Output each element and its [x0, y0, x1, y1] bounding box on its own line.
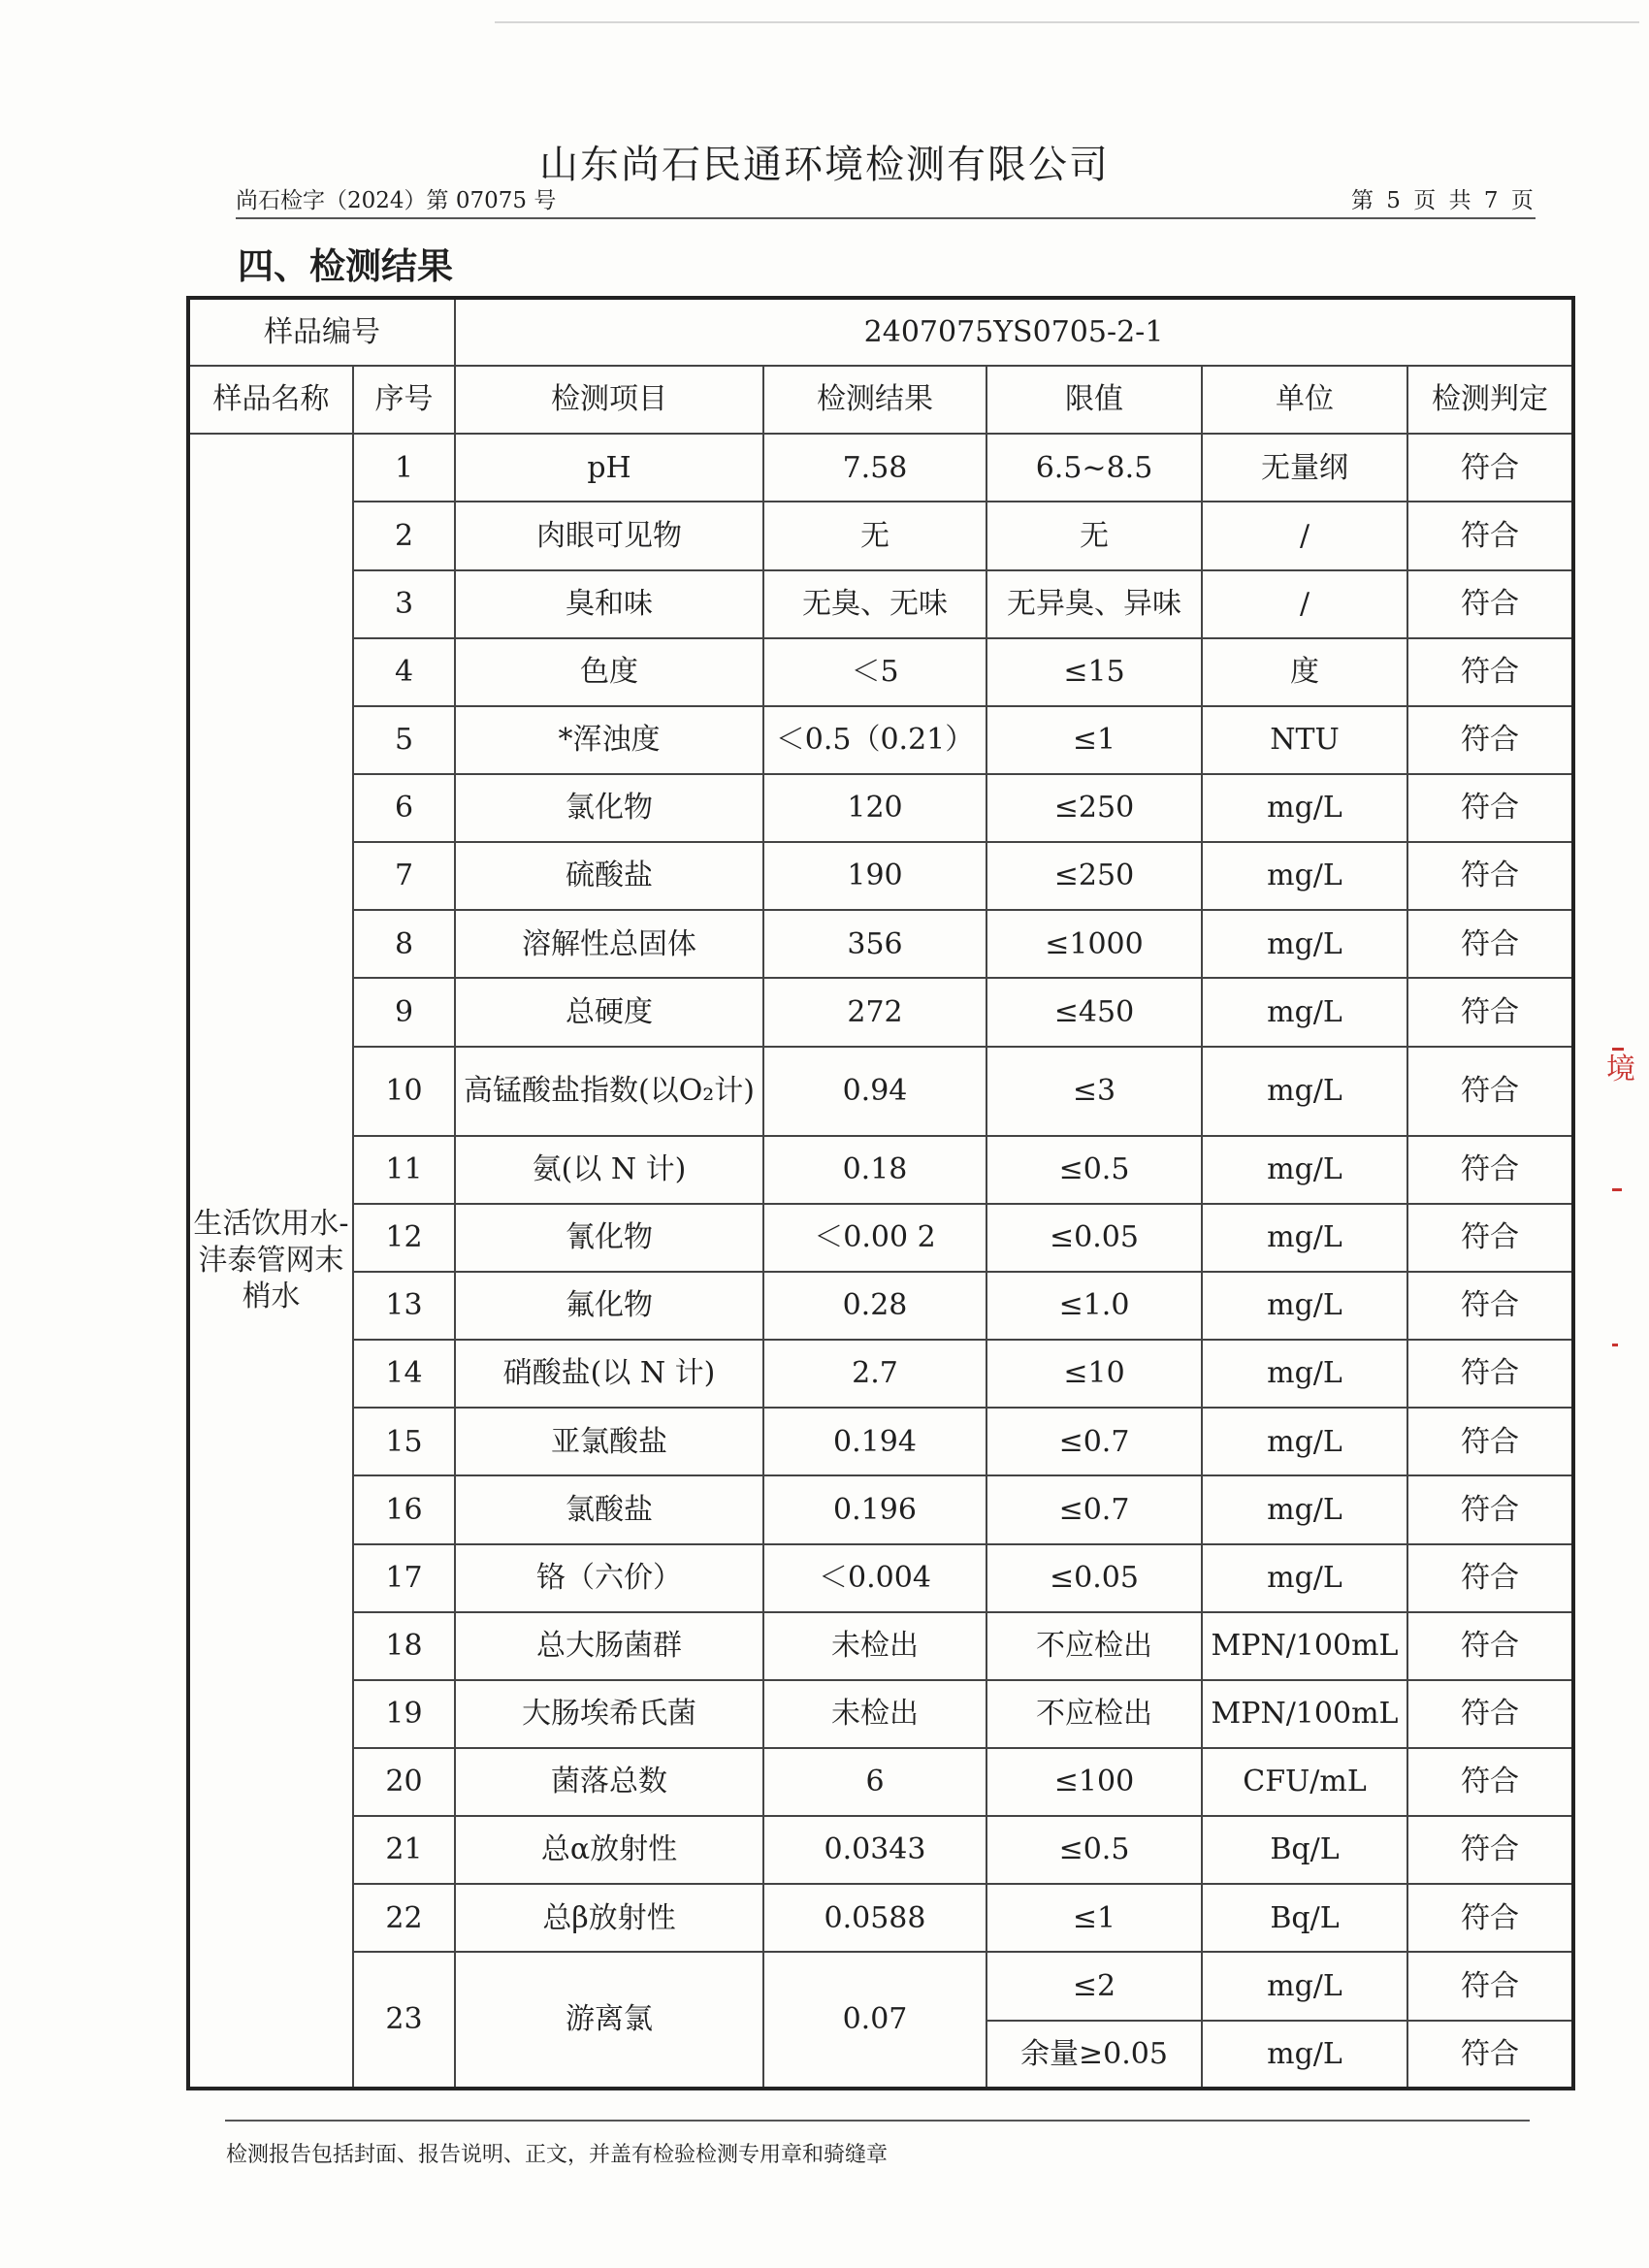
- header-result: 检测结果: [763, 366, 986, 434]
- row-result: 未检出: [763, 1680, 986, 1748]
- table-row: [188, 1680, 1573, 1748]
- row-judgement: 符合: [1407, 1475, 1573, 1543]
- row-limit: ≤1.0: [986, 1272, 1202, 1340]
- row-unit: mg/L: [1202, 842, 1407, 910]
- row-unit: 无量纲: [1202, 434, 1407, 502]
- row-result: 0.0343: [763, 1816, 986, 1884]
- table-row: [188, 1204, 1573, 1272]
- row-result: ＜0.5（0.21）: [763, 706, 986, 774]
- row-unit: mg/L: [1202, 1204, 1407, 1272]
- row-item: 游离氯: [455, 1952, 763, 2089]
- row-unit: mg/L: [1202, 1136, 1407, 1204]
- row-index: 22: [353, 1884, 455, 1952]
- row-result: 0.94: [763, 1047, 986, 1136]
- row-judgement: 符合: [1407, 1612, 1573, 1680]
- row-index: 12: [353, 1204, 455, 1272]
- footer-divider: [225, 2120, 1530, 2122]
- header-limit: 限值: [986, 366, 1202, 434]
- row-unit: CFU/mL: [1202, 1748, 1407, 1816]
- row-limit: ≤0.5: [986, 1136, 1202, 1204]
- row-item: 氯酸盐: [455, 1475, 763, 1543]
- table-row: [188, 1475, 1573, 1543]
- row-item: 肉眼可见物: [455, 502, 763, 569]
- row-index: 23: [353, 1952, 455, 2089]
- row-index: 7: [353, 842, 455, 910]
- row-unit: mg/L: [1202, 1475, 1407, 1543]
- page-info: 第 5 页 共 7 页: [1351, 188, 1536, 213]
- row-unit: mg/L: [1202, 2021, 1407, 2089]
- row-item: 硝酸盐(以 N 计): [455, 1340, 763, 1408]
- row-item: 总大肠菌群: [455, 1612, 763, 1680]
- row-item: 高锰酸盐指数(以O₂计): [455, 1047, 763, 1136]
- row-judgement: 符合: [1407, 910, 1573, 978]
- header-sample-name: 样品名称: [188, 366, 353, 434]
- company-name: 山东尚石民通环境检测有限公司: [539, 143, 1110, 187]
- table-row: [188, 1136, 1573, 1204]
- row-index: 17: [353, 1544, 455, 1612]
- row-unit: mg/L: [1202, 1544, 1407, 1612]
- results-table-body: [188, 298, 1573, 2089]
- row-limit: ≤250: [986, 842, 1202, 910]
- sample-no-label: 样品编号: [188, 298, 455, 366]
- row-judgement: 符合: [1407, 1408, 1573, 1475]
- row-unit: NTU: [1202, 706, 1407, 774]
- seal-stroke: [1612, 1344, 1618, 1346]
- header-index: 序号: [353, 366, 455, 434]
- row-judgement: 符合: [1407, 1952, 1573, 2020]
- row-result: 190: [763, 842, 986, 910]
- row-result: 120: [763, 774, 986, 842]
- table-row: [188, 1612, 1573, 1680]
- scan-top-line: [495, 21, 1639, 23]
- table-row: [188, 706, 1573, 774]
- row-judgement: 符合: [1407, 570, 1573, 638]
- row-judgement: 符合: [1407, 1884, 1573, 1952]
- row-unit: /: [1202, 570, 1407, 638]
- row-result: 356: [763, 910, 986, 978]
- section-title: 四、检测结果: [238, 244, 453, 287]
- row-judgement: 符合: [1407, 706, 1573, 774]
- table-row: [188, 1340, 1573, 1408]
- row-judgement: 符合: [1407, 1136, 1573, 1204]
- row-result: 7.58: [763, 434, 986, 502]
- row-judgement: 符合: [1407, 502, 1573, 569]
- row-limit: ≤10: [986, 1340, 1202, 1408]
- row-item: 铬（六价）: [455, 1544, 763, 1612]
- row-judgement: 符合: [1407, 1272, 1573, 1340]
- row-limit: ≤3: [986, 1047, 1202, 1136]
- row-item: pH: [455, 434, 763, 502]
- row-result: 6: [763, 1748, 986, 1816]
- table-row: [188, 1272, 1573, 1340]
- row-judgement: 符合: [1407, 1680, 1573, 1748]
- row-judgement: 符合: [1407, 1204, 1573, 1272]
- row-limit: ≤1: [986, 1884, 1202, 1952]
- row-limit: 不应检出: [986, 1612, 1202, 1680]
- row-result: 无臭、无味: [763, 570, 986, 638]
- row-item: 氨(以 N 计): [455, 1136, 763, 1204]
- row-unit: Bq/L: [1202, 1816, 1407, 1884]
- table-row: [188, 1816, 1573, 1884]
- table-row: [188, 502, 1573, 569]
- seal-stroke: [1612, 1188, 1622, 1191]
- row-result: 0.196: [763, 1475, 986, 1543]
- row-unit: /: [1202, 502, 1407, 569]
- row-result: 无: [763, 502, 986, 569]
- row-item: 亚氯酸盐: [455, 1408, 763, 1475]
- row-index: 19: [353, 1680, 455, 1748]
- header-divider: [236, 217, 1536, 219]
- row-limit: ≤0.7: [986, 1475, 1202, 1543]
- row-index: 8: [353, 910, 455, 978]
- row-item: *浑浊度: [455, 706, 763, 774]
- table-row: [188, 842, 1573, 910]
- row-unit: MPN/100mL: [1202, 1680, 1407, 1748]
- row-judgement: 符合: [1407, 1047, 1573, 1136]
- row-index: 15: [353, 1408, 455, 1475]
- row-unit: Bq/L: [1202, 1884, 1407, 1952]
- row-item: 氯化物: [455, 774, 763, 842]
- row-limit: ≤15: [986, 638, 1202, 706]
- row-limit: ≤450: [986, 978, 1202, 1046]
- row-limit: ≤0.05: [986, 1544, 1202, 1612]
- row-limit: 6.5~8.5: [986, 434, 1202, 502]
- row-limit: ≤250: [986, 774, 1202, 842]
- row-judgement: 符合: [1407, 1816, 1573, 1884]
- table-row: [188, 570, 1573, 638]
- sample-name-cell: 生活饮用水-沣泰管网末梢水: [188, 434, 353, 2089]
- row-index: 1: [353, 434, 455, 502]
- row-limit: 不应检出: [986, 1680, 1202, 1748]
- row-index: 11: [353, 1136, 455, 1204]
- results-table: [186, 296, 1575, 2090]
- row-judgement: 符合: [1407, 978, 1573, 1046]
- row-result: 2.7: [763, 1340, 986, 1408]
- row-limit: ≤0.5: [986, 1816, 1202, 1884]
- seal-mark: 境: [1606, 1053, 1635, 1086]
- row-item: 硫酸盐: [455, 842, 763, 910]
- row-unit: mg/L: [1202, 1340, 1407, 1408]
- row-result: ＜5: [763, 638, 986, 706]
- row-item: 总β放射性: [455, 1884, 763, 1952]
- row-limit: ≤100: [986, 1748, 1202, 1816]
- row-unit: mg/L: [1202, 978, 1407, 1046]
- table-row: [188, 910, 1573, 978]
- row-index: 16: [353, 1475, 455, 1543]
- row-unit: mg/L: [1202, 1408, 1407, 1475]
- table-row: [188, 1748, 1573, 1816]
- row-judgement: 符合: [1407, 1544, 1573, 1612]
- row-limit: 无: [986, 502, 1202, 569]
- row-unit: MPN/100mL: [1202, 1612, 1407, 1680]
- row-limit: ≤0.05: [986, 1204, 1202, 1272]
- table-row: [188, 1544, 1573, 1612]
- row-item: 溶解性总固体: [455, 910, 763, 978]
- row-result: 0.28: [763, 1272, 986, 1340]
- row-item: 臭和味: [455, 570, 763, 638]
- row-index: 13: [353, 1272, 455, 1340]
- row-unit: mg/L: [1202, 1272, 1407, 1340]
- row-index: 20: [353, 1748, 455, 1816]
- table-row: [188, 1408, 1573, 1475]
- row-index: 3: [353, 570, 455, 638]
- row-judgement: 符合: [1407, 1340, 1573, 1408]
- row-unit: mg/L: [1202, 910, 1407, 978]
- row-item: 大肠埃希氏菌: [455, 1680, 763, 1748]
- table-row: [188, 434, 1573, 502]
- table-row: [188, 638, 1573, 706]
- row-item: 氰化物: [455, 1204, 763, 1272]
- header-unit: 单位: [1202, 366, 1407, 434]
- row-limit: ≤1000: [986, 910, 1202, 978]
- row-index: 6: [353, 774, 455, 842]
- table-row: [188, 978, 1573, 1046]
- row-judgement: 符合: [1407, 638, 1573, 706]
- row-index: 2: [353, 502, 455, 569]
- sample-no-row: [188, 298, 1573, 366]
- row-index: 4: [353, 638, 455, 706]
- row-judgement: 符合: [1407, 1748, 1573, 1816]
- row-judgement: 符合: [1407, 2021, 1573, 2089]
- row-unit: mg/L: [1202, 1047, 1407, 1136]
- row-judgement: 符合: [1407, 774, 1573, 842]
- sample-no-value: 2407075YS0705-2-1: [455, 298, 1573, 366]
- row-judgement: 符合: [1407, 842, 1573, 910]
- row-result: 0.07: [763, 1952, 986, 2089]
- footer-note: 检测报告包括封面、报告说明、正文，并盖有检验检测专用章和骑缝章: [226, 2143, 889, 2167]
- report-number: 尚石检字（2024）第 07075 号: [236, 188, 557, 213]
- row-result: ＜0.00 2: [763, 1204, 986, 1272]
- row-index: 9: [353, 978, 455, 1046]
- row-result: 0.0588: [763, 1884, 986, 1952]
- row-limit: ≤2: [986, 1952, 1202, 2020]
- row-unit: 度: [1202, 638, 1407, 706]
- row-limit: 余量≥0.05: [986, 2021, 1202, 2089]
- seal-stroke: [1612, 1048, 1624, 1051]
- header-judgement: 检测判定: [1407, 366, 1573, 434]
- column-header-row: [188, 366, 1573, 434]
- row-index: 14: [353, 1340, 455, 1408]
- row-unit: mg/L: [1202, 774, 1407, 842]
- row-limit: ≤0.7: [986, 1408, 1202, 1475]
- row-result: 未检出: [763, 1612, 986, 1680]
- table-row: [188, 1047, 1573, 1136]
- row-index: 21: [353, 1816, 455, 1884]
- row-item: 菌落总数: [455, 1748, 763, 1816]
- row-index: 10: [353, 1047, 455, 1136]
- row-result: 0.18: [763, 1136, 986, 1204]
- row-index: 18: [353, 1612, 455, 1680]
- header-item: 检测项目: [455, 366, 763, 434]
- row-item: 总硬度: [455, 978, 763, 1046]
- row-unit: mg/L: [1202, 1952, 1407, 2020]
- table-row: [188, 1952, 1573, 2020]
- table-row: [188, 1884, 1573, 1952]
- row-result: 0.194: [763, 1408, 986, 1475]
- row-result: ＜0.004: [763, 1544, 986, 1612]
- row-index: 5: [353, 706, 455, 774]
- row-limit: 无异臭、异味: [986, 570, 1202, 638]
- row-item: 色度: [455, 638, 763, 706]
- table-row: [188, 774, 1573, 842]
- row-item: 氟化物: [455, 1272, 763, 1340]
- row-judgement: 符合: [1407, 434, 1573, 502]
- row-result: 272: [763, 978, 986, 1046]
- row-limit: ≤1: [986, 706, 1202, 774]
- row-item: 总α放射性: [455, 1816, 763, 1884]
